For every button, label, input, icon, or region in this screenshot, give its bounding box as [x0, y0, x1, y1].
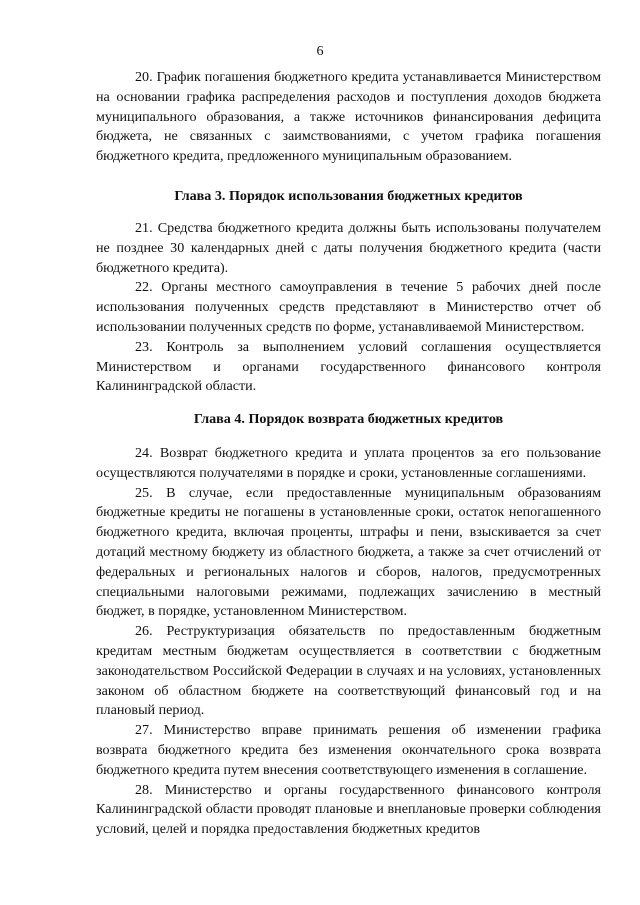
page-number: 6: [316, 43, 324, 59]
paragraph-25: 25. В случае, если предоставленные муниципальным образованиям бюджетные кредиты не погашены в установленные сроки, остаток непогашенного бюджетного кредита, включая проценты, штрафы и пени, взыскивается за счет дотаций местному бюджету из областного бюджета, а также за счет отчислений от федеральных и региональных налогов и сборов, налогов, предусмотренных специальными налоговыми режимами, подлежащих зачислению в местный бюджет, в порядке, установленном Министерством.: [96, 484, 601, 620]
paragraph-26: 26. Реструктуризация обязательств по предоставленным бюджетным кредитам местным бюджетам осуществляется в соответствии с бюджетным законодательством Российской Федерации в случаях и на условиях, установленных законом об областном бюджете на соответствующий финансовый год и на плановый период.: [96, 623, 601, 719]
paragraph-20-block: [96, 68, 601, 167]
paragraph-28: 28. Министерство и органы государственного финансового контроля Калининградской области проводят плановые и внеплановые проверки соблюдения условий, целей и порядка предоставления бюджетных кредитов: [96, 781, 601, 838]
paragraph-27: 27. Министерство вправе принимать решения об изменении графика возврата бюджетного кредита без изменения окончательного срока возврата бюджетного кредита путем внесения соответствующего изменения в соглашение.: [96, 722, 601, 778]
chapter-3-body: [96, 219, 601, 397]
paragraph-23: 23. Контроль за выполнением условий соглашения осуществляется Министерством и органами государственного финансового контроля Калининградской области.: [96, 338, 601, 395]
chapter-4-heading: Глава 4. Порядок возврата бюджетных кредитов: [193, 411, 504, 427]
paragraph-24: 24. Возврат бюджетного кредита и уплата процентов за его пользование осуществляются получателями в порядке и сроки, установленные соглашениями.: [96, 445, 601, 481]
paragraph-22: 22. Органы местного самоуправления в течение 5 рабочих дней после использования полученных средств представляют в Министерство отчет об использовании полученных средств по форме, устанавливаемой Министерством.: [96, 279, 601, 335]
chapter-4-body: [96, 444, 601, 840]
paragraph-21: 21. Средства бюджетного кредита должны быть использованы получателем не позднее 30 календарных дней с даты получения бюджетного кредита (части бюджетного кредита).: [96, 220, 601, 276]
paragraph-20: 20. График погашения бюджетного кредита устанавливается Министерством на основании графика распределения расходов и поступления доходов бюджета муниципального образования, а также источников финансирования дефицита бюджета, не связанных с заимствованиями, с учетом графика погашения бюджетного кредита, предложенного муниципальным образованием.: [96, 69, 601, 165]
chapter-3-heading: Глава 3. Порядок использования бюджетных кредитов: [174, 188, 523, 204]
